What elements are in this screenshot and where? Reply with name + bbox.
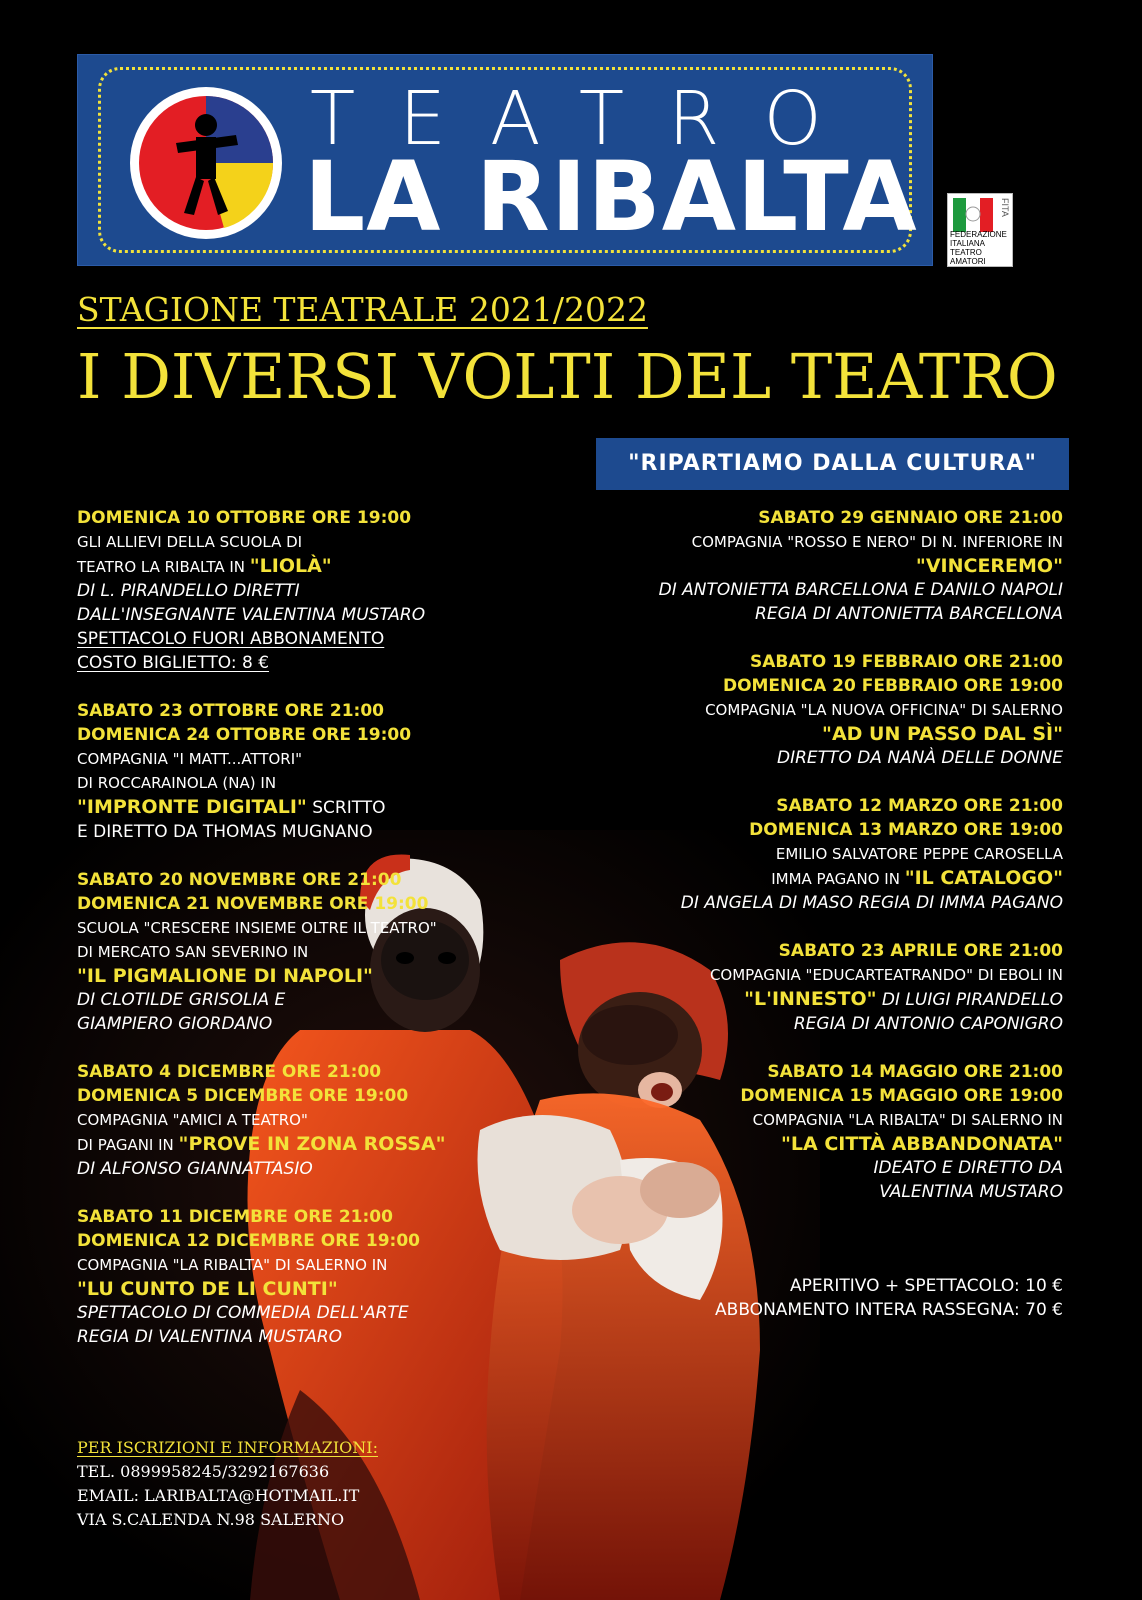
event-company: COMPAGNIA "LA RIBALTA" DI SALERNO IN [77,1256,388,1274]
fita-text: FEDERAZIONE ITALIANA TEATRO AMATORI [950,230,1007,266]
event-date: SABATO 20 NOVEMBRE ORE 21:00 [77,870,402,890]
event-show-title: "LU CUNTO DE LI CUNTI" [77,1278,338,1300]
event-credits: DI LUIGI PIRANDELLO [876,990,1063,1010]
event-vinceremo [543,506,1063,626]
theatre-logo [77,54,933,266]
event-credits: SCRITTO [306,798,386,818]
event-show-title: "LIOLÀ" [249,555,332,577]
event-show-title: "VINCEREMO" [915,555,1063,577]
event-company: COMPAGNIA "EDUCARTEATRANDO" DI EBOLI IN [709,966,1063,984]
logo-word-teatro: TEATRO [310,76,866,162]
event-show-title: "LA CITTÀ ABBANDONATA" [781,1133,1063,1155]
event-company: DI MERCATO SAN SEVERINO IN [77,943,309,961]
event-date: DOMENICA 21 NOVEMBRE ORE 19:00 [77,894,429,914]
event-date: SABATO 23 OTTOBRE ORE 21:00 [77,701,384,721]
event-date: SABATO 14 MAGGIO ORE 21:00 [767,1062,1063,1082]
event-credits: REGIA DI ANTONIETTA BARCELLONA [755,604,1063,624]
event-company: SCUOLA "CRESCERE INSIEME OLTRE IL TEATRO" [77,919,437,937]
price-aperitivo: APERITIVO + SPETTACOLO: 10 € [789,1276,1063,1296]
event-date: SABATO 4 DICEMBRE ORE 21:00 [77,1062,382,1082]
event-show-title: "L'INNESTO" [744,988,877,1010]
slogan-banner: "RIPARTIAMO DALLA CULTURA" [596,438,1069,490]
event-credits: VALENTINA MUSTARO [879,1182,1063,1202]
right-schedule-column [543,506,1063,1204]
event-pigmalione [77,868,547,1036]
price-abbonamento: ABBONAMENTO INTERA RASSEGNA: 70 € [715,1300,1063,1320]
event-company: TEATRO LA RIBALTA IN [77,558,250,576]
event-show-title: "IL PIGMALIONE DI NAPOLI" [77,965,373,987]
event-date: DOMENICA 24 OTTOBRE ORE 19:00 [77,725,412,745]
event-lu-cunto [77,1205,547,1349]
event-credits: SPETTACOLO DI COMMEDIA DELL'ARTE [77,1303,409,1323]
contact-phone[interactable]: TEL. 0899958245/3292167636 [77,1462,330,1481]
theatre-emblem-icon [124,85,288,241]
event-date: DOMENICA 12 DICEMBRE ORE 19:00 [77,1231,420,1251]
event-l-innesto [543,939,1063,1036]
event-impronte-digitali [77,699,547,844]
italian-flag-icon [953,198,993,232]
event-price: COSTO BIGLIETTO: 8 € [77,653,270,673]
event-credits: GIAMPIERO GIORDANO [77,1014,273,1034]
event-company: EMILIO SALVATORE PEPPE CAROSELLA [775,845,1063,863]
event-credits: DIRETTO DA NANÀ DELLE DONNE [777,748,1063,768]
event-la-citta-abbandonata [543,1060,1063,1204]
event-date: SABATO 11 DICEMBRE ORE 21:00 [77,1207,393,1227]
event-show-title: "AD UN PASSO DAL SÌ" [822,723,1063,745]
contact-info [77,1436,378,1532]
event-credits: DI ALFONSO GIANNATTASIO [77,1159,313,1179]
poster-title: I DIVERSI VOLTI DEL TEATRO [77,340,1058,413]
season-heading: STAGIONE TEATRALE 2021/2022 [77,290,648,329]
event-credits: REGIA DI ANTONIO CAPONIGRO [793,1014,1063,1034]
event-credits: IDEATO E DIRETTO DA [873,1158,1063,1178]
event-company: COMPAGNIA "LA RIBALTA" DI SALERNO IN [752,1111,1063,1129]
event-credits: DI CLOTILDE GRISOLIA E [77,990,286,1010]
event-date: SABATO 29 GENNAIO ORE 21:00 [758,508,1063,528]
event-credits: DALL'INSEGNANTE VALENTINA MUSTARO [77,605,426,625]
fita-badge [947,193,1013,267]
event-il-catalogo [543,794,1063,915]
event-company: COMPAGNIA "ROSSO E NERO" DI N. INFERIORE IN [691,533,1063,551]
event-date: SABATO 19 FEBBRAIO ORE 21:00 [749,652,1063,672]
event-date: DOMENICA 10 OTTOBRE ORE 19:00 [77,508,412,528]
event-date: DOMENICA 15 MAGGIO ORE 19:00 [740,1086,1063,1106]
contact-heading: PER ISCRIZIONI E INFORMAZIONI: [77,1438,378,1457]
event-credits: DI ANGELA DI MASO REGIA DI IMMA PAGANO [680,893,1063,913]
event-show-title: "IMPRONTE DIGITALI" [77,796,307,818]
event-date: DOMENICA 13 MARZO ORE 19:00 [749,820,1063,840]
event-company: COMPAGNIA "AMICI A TEATRO" [77,1111,308,1129]
event-credits: DI L. PIRANDELLO DIRETTI [77,581,300,601]
event-date: SABATO 23 APRILE ORE 21:00 [778,941,1063,961]
event-show-title: "IL CATALOGO" [904,867,1063,889]
event-company: COMPAGNIA "I MATT...ATTORI" [77,750,303,768]
event-liola [77,506,547,675]
contact-email[interactable]: EMAIL: LARIBALTA@HOTMAIL.IT [77,1486,360,1505]
event-company: GLI ALLIEVI DELLA SCUOLA DI [77,533,303,551]
event-credits: REGIA DI VALENTINA MUSTARO [77,1327,343,1347]
price-info [715,1274,1063,1322]
event-credits: E DIRETTO DA THOMAS MUGNANO [77,822,373,842]
event-note: SPETTACOLO FUORI ABBONAMENTO [77,629,385,649]
event-date: SABATO 12 MARZO ORE 21:00 [776,796,1063,816]
event-company: COMPAGNIA "LA NUOVA OFFICINA" DI SALERNO [705,701,1063,719]
contact-address: VIA S.CALENDA N.98 SALERNO [77,1510,345,1529]
event-credits: DI ANTONIETTA BARCELLONA E DANILO NAPOLI [658,580,1063,600]
event-date: DOMENICA 20 FEBBRAIO ORE 19:00 [722,676,1063,696]
fita-stamp: FITA [1000,198,1010,217]
event-date: DOMENICA 5 DICEMBRE ORE 19:00 [77,1086,409,1106]
event-prove-in-zona-rossa [77,1060,547,1181]
event-company: IMMA PAGANO IN [771,870,905,888]
logo-word-la-ribalta: LA RIBALTA [304,141,918,253]
event-ad-un-passo [543,650,1063,770]
event-show-title: "PROVE IN ZONA ROSSA" [178,1133,446,1155]
event-company: DI ROCCARAINOLA (NA) IN [77,774,277,792]
left-schedule-column [77,506,547,1349]
event-company: DI PAGANI IN [77,1136,179,1154]
